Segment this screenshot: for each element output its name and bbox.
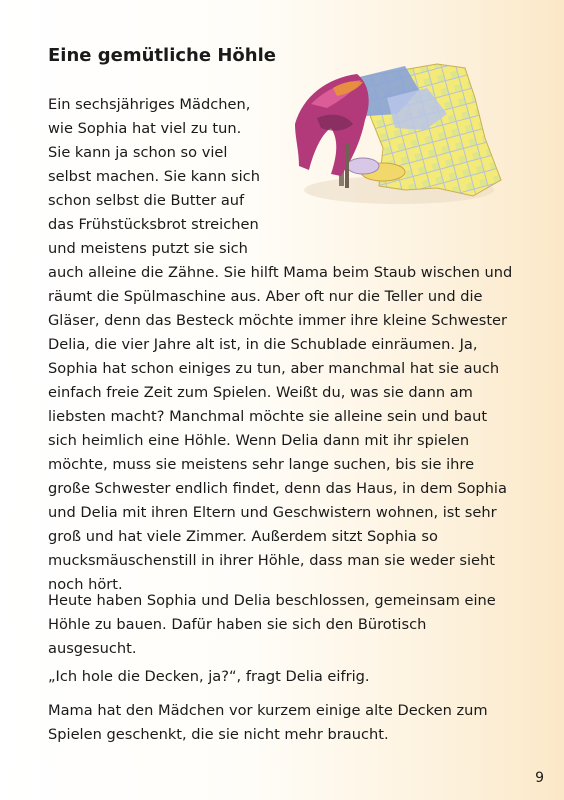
page-number: 9: [535, 770, 544, 786]
story-paragraph-1: [48, 93, 518, 597]
story-paragraph-4: Mama hat den Mädchen vor kurzem einige alte Decken zum Spielen geschenkt, die sie nicht mehr braucht.: [48, 702, 488, 743]
story-paragraph-2: Heute haben Sophia und Delia beschlossen, gemeinsam eine Höhle zu bauen. Dafür haben sie sich den Bürotisch ausgesucht.: [48, 592, 496, 657]
story-paragraph-3: „Ich hole die Decken, ja?“, fragt Delia eifrig.: [48, 668, 370, 685]
paragraph-1-text: Ein sechsjähriges Mädchen, wie Sophia hat viel zu tun. Sie kann ja schon so viel selbst machen. Sie kann sich schon selbst die Butter auf das Frühstücksbrot streichen und meistens putzt sie sich auch alleine die Zähne. Sie hilft Mama beim Staub wischen und räumt die Spülmaschine aus. Aber oft nur die Teller und die Gläser, denn das Besteck möchte immer ihre kleine Schwester Delia, die vier Jahre alt ist, in die Schublade einräumen. Ja, Sophia hat schon einiges zu tun, aber manchmal hat sie auch einfach freie Zeit zum Spielen. Weißt du, was sie dann am liebsten macht? Manchmal möchte sie alleine sein und baut sich heimlich eine Höhle. Wenn Delia dann mit ihr spielen möchte, muss sie meistens sehr lange suchen, bis sie ihre große Schwester endlich findet, denn das Haus, in dem Sophia und Delia mit ihren Eltern und Geschwistern wohnen, ist sehr groß und hat viele Zimmer. Außerdem sitzt Sophia so mucksmäuschenstill in ihrer Höhle, dass man sie weder sieht noch hört.: [48, 96, 513, 593]
page-title: Eine gemütliche Höhle: [48, 45, 276, 66]
illustration-text-wrap: [266, 93, 518, 243]
